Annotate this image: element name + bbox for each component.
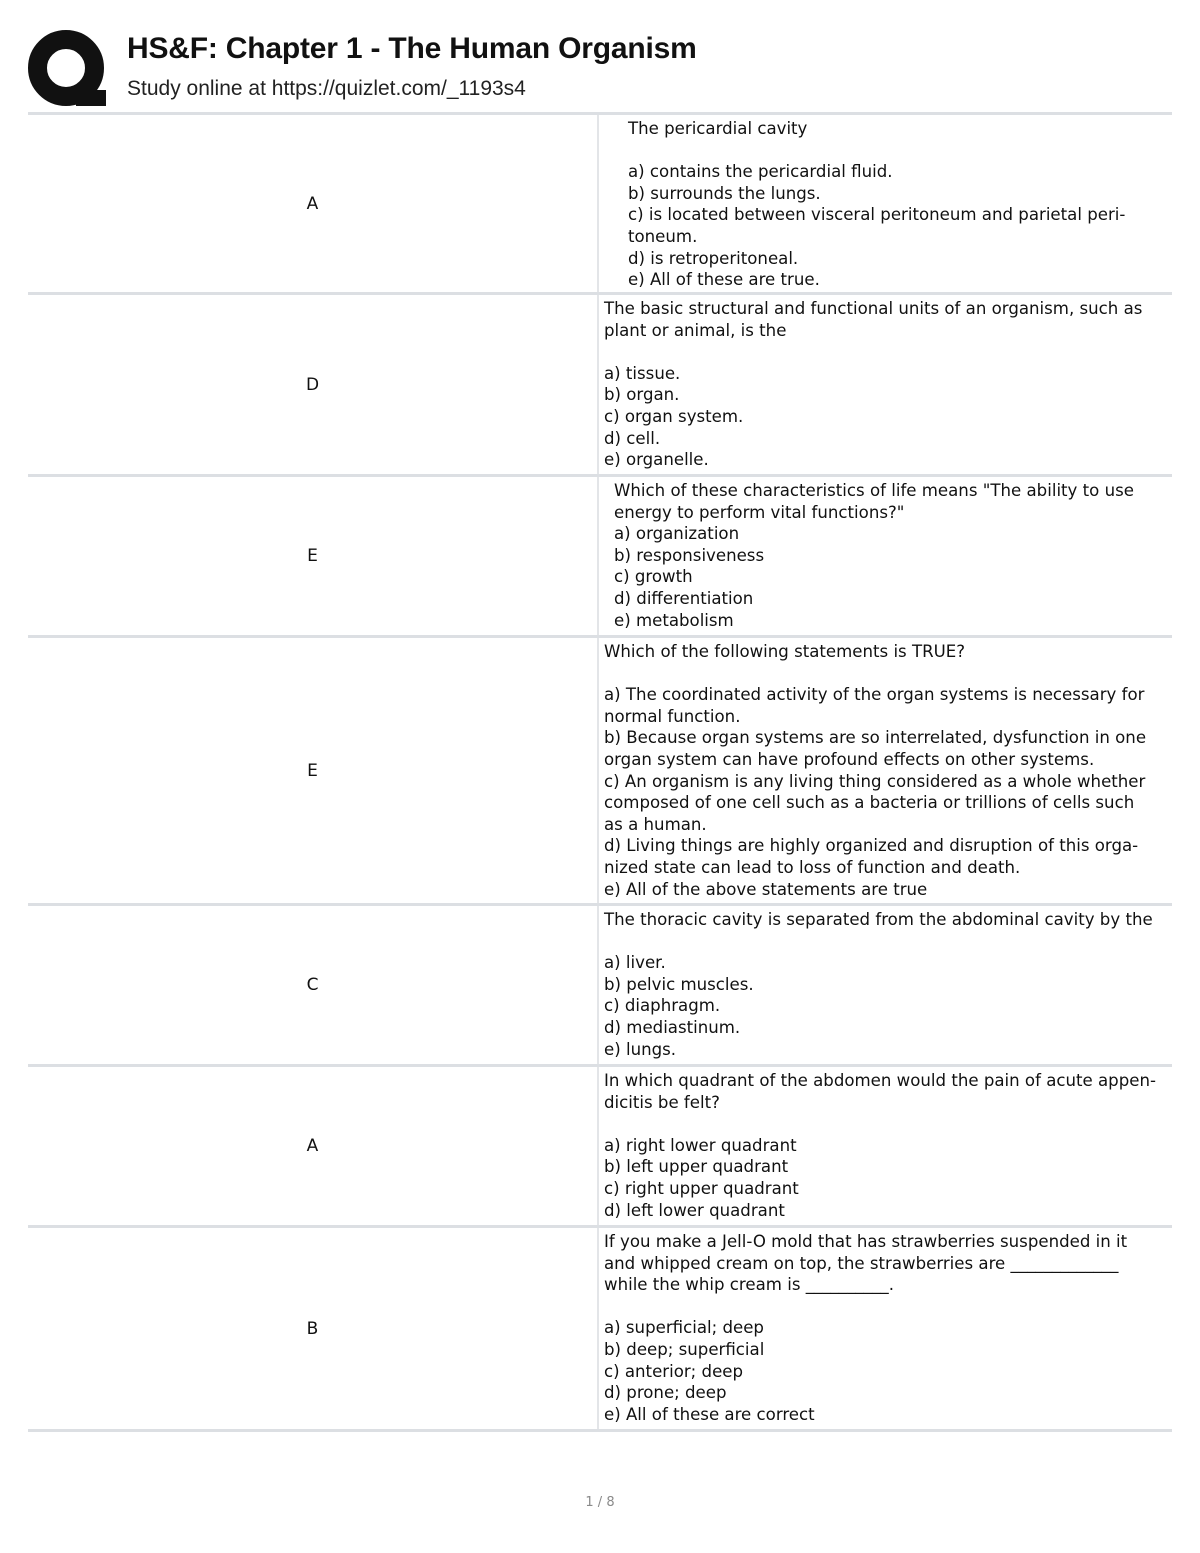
card-answer: B <box>306 1318 319 1339</box>
flashcard-row <box>28 635 1172 903</box>
card-answer: D <box>305 374 320 395</box>
flashcard-row <box>28 1225 1172 1432</box>
card-answer: A <box>306 193 319 214</box>
card-answer: E <box>307 546 318 566</box>
card-question: In which quadrant of the abdomen would the pain of acute appen- dicitis be felt? a) right lower quadrant b) left upper quadrant c) right upper quadrant d) left lower quadrant <box>597 1067 1172 1225</box>
document-title: HS&F: Chapter 1 - The Human Organism <box>127 32 697 65</box>
card-question: The thoracic cavity is separated from the abdominal cavity by the a) liver. b) pelvic muscles. c) diaphragm. d) mediastinum. e) lungs. <box>597 906 1172 1064</box>
card-question: Which of these characteristics of life means "The ability to use energy to perform vital functions?" a) organization b) responsiveness c) growth d) differentiation e) metabolism <box>597 477 1172 635</box>
card-question: Which of the following statements is TRUE? a) The coordinated activity of the organ systems is necessary for normal function. b) Because organ systems are so interrelated, dysfunction in one organ system can have profound effects on other systems. c) An organism is any living thing considered as a whole whether composed of one cell such as a bacteria or trillions of cells such as a human. d) Living things are highly organized and disruption of this orga- nized state can lead to loss of function and death. e) All of the above statements are true <box>597 638 1172 903</box>
document-header <box>28 28 1172 110</box>
page-number: 1 / 8 <box>585 1495 615 1510</box>
flashcard-row <box>28 1064 1172 1225</box>
card-question: The basic structural and functional units of an organism, such as plant or animal, is the a) tissue. b) organ. c) organ system. d) cell. e) organelle. <box>597 295 1172 474</box>
flashcard-list <box>28 112 1172 1432</box>
card-question: The pericardial cavity a) contains the pericardial fluid. b) surrounds the lungs. c) is located between visceral peritoneum and parietal peri- toneum. d) is retroperitoneal. e) All of these are true. <box>597 115 1172 292</box>
card-answer: A <box>306 1136 319 1156</box>
card-answer: E <box>307 760 318 781</box>
card-answer: C <box>306 975 319 995</box>
flashcard-row <box>28 112 1172 292</box>
card-question: If you make a Jell-O mold that has strawberries suspended in it and whipped cream on top, the strawberries are _____________ while the whip cream is __________. a) superficial; deep b) deep; superficial c) anterior; deep d) prone; deep e) All of these are correct <box>597 1228 1172 1429</box>
study-online-link-text: Study online at https://quizlet.com/_1193s4 <box>127 77 526 100</box>
quizlet-q-logo-icon <box>28 30 108 110</box>
flashcard-row <box>28 292 1172 474</box>
flashcard-row <box>28 903 1172 1064</box>
flashcard-row <box>28 474 1172 635</box>
